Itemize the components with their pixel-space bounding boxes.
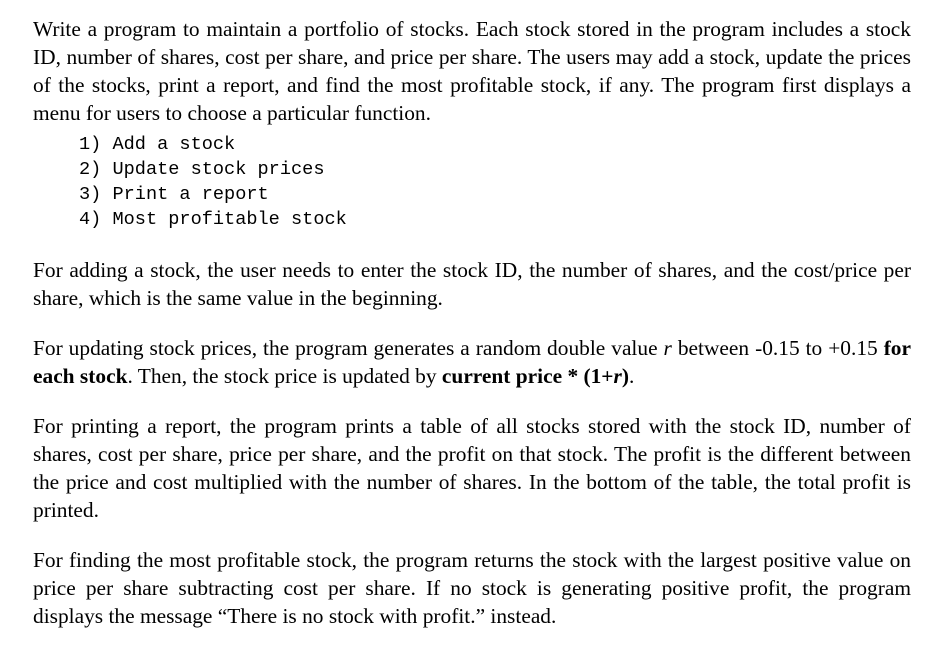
updating-var-r: r xyxy=(663,336,672,360)
menu-item-print-report: 3) Print a report xyxy=(79,184,269,205)
updating-formula-end: ) xyxy=(621,364,629,388)
updating-text-2: between -0.15 to +0.15 xyxy=(671,336,884,360)
updating-formula-start: current price * (1+ xyxy=(441,364,614,388)
updating-text-4: . xyxy=(628,364,635,388)
menu-list xyxy=(79,132,911,232)
updating-formula-var-r: r xyxy=(613,364,622,388)
menu-item-most-profitable: 4) Most profitable stock xyxy=(79,209,347,230)
profitable-paragraph: For finding the most profitable stock, the program returns the stock with the largest positive value on price per share subtracting cost per share. If no stock is generating positive profit, the program displays the message “There is no stock with profit.” instead. xyxy=(33,548,911,628)
menu-item-update-prices: 2) Update stock prices xyxy=(79,159,325,180)
report-paragraph: For printing a report, the program prints a table of all stocks stored with the stock ID, number of shares, cost per share, price per share, and the profit on that stock. The profit is the different between the price and cost multiplied with the number of shares. In the bottom of the table, the total profit is printed. xyxy=(33,414,911,522)
menu-item-add-stock: 1) Add a stock xyxy=(79,134,236,155)
assignment-document xyxy=(33,15,911,630)
updating-text-1: For updating stock prices, the program generates a random double value xyxy=(33,336,664,360)
updating-bold-for-each-stock: for each stock xyxy=(33,336,912,388)
updating-text-3: . Then, the stock price is updated by xyxy=(127,364,442,388)
updating-paragraph xyxy=(33,334,911,390)
adding-paragraph: For adding a stock, the user needs to enter the stock ID, the number of shares, and the cost/price per share, which is the same value in the beginning. xyxy=(33,258,911,310)
updating-formula xyxy=(442,364,629,388)
intro-paragraph: Write a program to maintain a portfolio of stocks. Each stock stored in the program includes a stock ID, number of shares, cost per share, and price per share. The users may add a stock, update the prices of the stocks, print a report, and find the most profitable stock, if any. The program first displays a menu for users to choose a particular function. xyxy=(33,17,911,125)
